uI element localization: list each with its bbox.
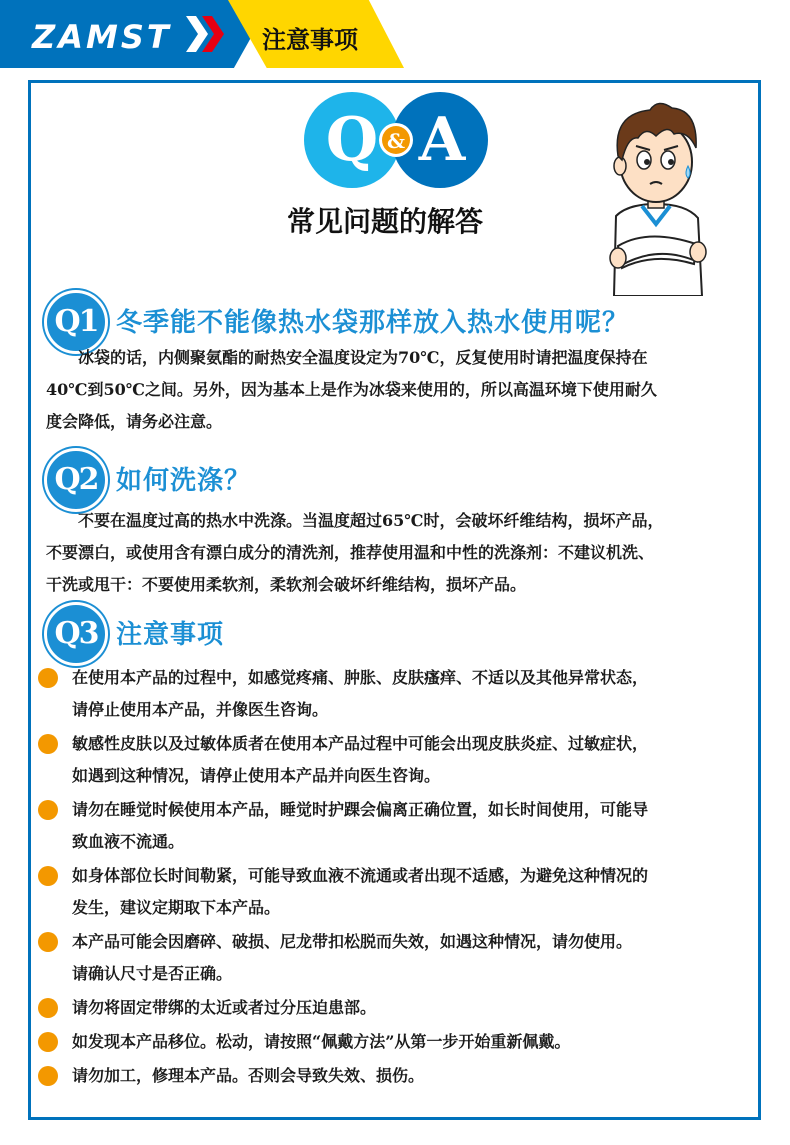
list-item-line: 如身体部位长时间勒紧，可能导致血液不流通或者出现不适感，为避免这种情况的 bbox=[72, 866, 649, 885]
list-item-line: 请停止使用本产品，并像医生咨询。 bbox=[72, 700, 329, 719]
precautions-list bbox=[36, 662, 756, 1094]
list-item-line: 如遇到这种情况，请停止使用本产品并向医生咨询。 bbox=[72, 766, 441, 785]
list-item bbox=[36, 794, 756, 858]
list-item bbox=[36, 662, 756, 726]
list-item bbox=[36, 1026, 756, 1058]
list-item-line: 在使用本产品的过程中，如感觉疼痛、肿胀、皮肤瘙痒、不适以及其他异常状态， bbox=[72, 668, 649, 687]
q1-badge: Q1 bbox=[44, 290, 108, 354]
bullet-dot-icon bbox=[38, 1032, 58, 1052]
qa-logo-amp: & bbox=[386, 129, 406, 153]
chevron-right-icon bbox=[186, 16, 228, 52]
list-item-line: 如发现本产品移位。松动，请按照“佩戴方法”从第一步开始重新佩戴。 bbox=[72, 1032, 571, 1051]
q2-answer-line: 干洗或甩干：不要使用柔软剂，柔软剂会破坏纤维结构，损坏产品。 bbox=[46, 575, 527, 594]
qa-logo-q: Q bbox=[325, 105, 379, 175]
bullet-dot-icon bbox=[38, 668, 58, 688]
q1-answer bbox=[46, 342, 758, 438]
bullet-dot-icon bbox=[38, 998, 58, 1018]
list-item-line: 请勿将固定带绑的太近或者过分压迫患部。 bbox=[72, 998, 377, 1017]
list-item bbox=[36, 992, 756, 1024]
q2-answer bbox=[46, 505, 758, 601]
list-item-line: 请勿在睡觉时候使用本产品，睡觉时护踝会偏离正确位置，如长时间使用，可能导 bbox=[72, 800, 649, 819]
list-item bbox=[36, 860, 756, 924]
q1-answer-line: 度会降低，请务必注意。 bbox=[46, 412, 223, 431]
qa-logo-a: A bbox=[418, 105, 466, 175]
q2-title: 如何洗涤？ bbox=[116, 466, 252, 496]
brand-logo: ZAMST bbox=[32, 18, 172, 56]
q1-title: 冬季能不能像热水袋那样放入热水使用呢？ bbox=[116, 308, 630, 338]
bullet-dot-icon bbox=[38, 932, 58, 952]
qa-logo bbox=[302, 88, 492, 192]
faq-title: 常见问题的解答 bbox=[286, 205, 483, 238]
list-item-line: 请确认尺寸是否正确。 bbox=[72, 964, 233, 983]
list-item bbox=[36, 728, 756, 792]
list-item bbox=[36, 1060, 756, 1092]
q2-answer-line: 不要漂白，或使用含有漂白成分的清洗剂，推荐使用温和中性的洗涤剂：不建议机洗、 bbox=[46, 543, 655, 562]
bullet-dot-icon bbox=[38, 866, 58, 886]
q2-badge: Q2 bbox=[44, 448, 108, 512]
q2-answer-line: 不要在温度过高的热水中洗涤。当温度超过65℃时，会破坏纤维结构，损坏产品， bbox=[78, 511, 664, 530]
list-item-line: 致血液不流通。 bbox=[72, 832, 185, 851]
bullet-dot-icon bbox=[38, 734, 58, 754]
list-item-line: 发生，建议定期取下本产品。 bbox=[72, 898, 281, 917]
bullet-dot-icon bbox=[38, 1066, 58, 1086]
list-item bbox=[36, 926, 756, 990]
q1-answer-line: 冰袋的话，内侧聚氨酯的耐热安全温度设定为70℃，反复使用时请把温度保持在 bbox=[78, 348, 648, 367]
bullet-dot-icon bbox=[38, 800, 58, 820]
list-item-line: 敏感性皮肤以及过敏体质者在使用本产品过程中可能会出现皮肤炎症、过敏症状， bbox=[72, 734, 649, 753]
header-title: 注意事项 bbox=[262, 26, 358, 54]
q3-title: 注意事项 bbox=[116, 620, 225, 650]
confused-boy-illustration bbox=[598, 96, 718, 296]
list-item-line: 请勿加工，修理本产品。否则会导致失效、损伤。 bbox=[72, 1066, 425, 1085]
q1-answer-line: 40℃到50℃之间。另外，因为基本上是作为冰袋来使用的，所以高温环境下使用耐久 bbox=[46, 380, 657, 399]
q3-badge: Q3 bbox=[44, 602, 108, 666]
list-item-line: 本产品可能会因磨碎、破损、尼龙带扣松脱而失效，如遇这种情况，请勿使用。 bbox=[72, 932, 633, 951]
